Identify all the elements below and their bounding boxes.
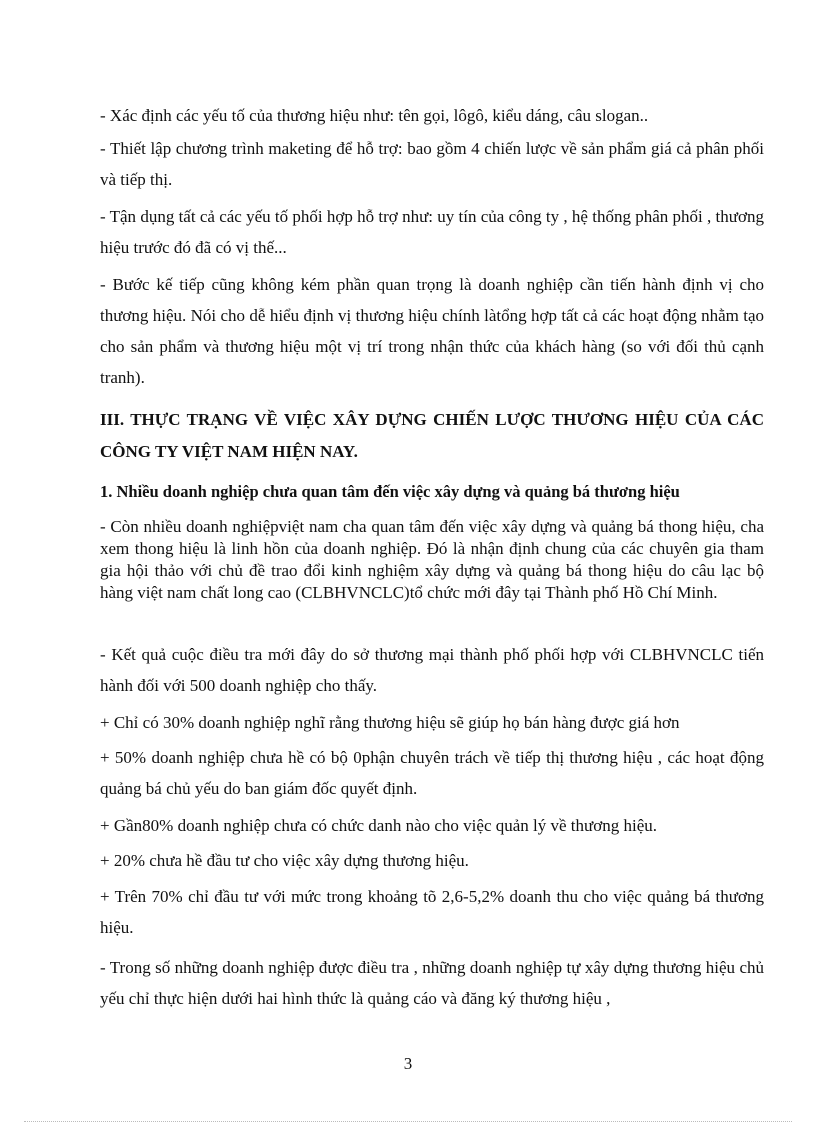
list-item-30-percent: + Chỉ có 30% doanh nghiệp nghĩ rằng thương hiệu sẽ giúp họ bán hàng được giá hơn xyxy=(100,713,680,732)
list-item-80-percent: + Gần80% doanh nghiệp chưa có chức danh nào cho việc quản lý về thương hiệu. xyxy=(100,816,657,835)
list-item-70-percent: + Trên 70% chỉ đầu tư với mức trong khoảng tõ 2,6-5,2% doanh thu cho việc quảng bá thương hiệu. xyxy=(100,887,764,937)
paragraph-surveyed-enterprises: - Trong số những doanh nghiệp được điều tra , những doanh nghiệp tự xây dựng thương hiệu chủ yếu chỉ thực hiện dưới hai hình thức là quảng cáo và đăng ký thương hiệu , xyxy=(100,958,764,1008)
paragraph-enterprises-neglect: - Còn nhiều doanh nghiệpviệt nam cha quan tâm đến việc xây dựng và quảng bá thong hiệu, cha xem thong hiệu là linh hồn của doanh nghiệp. Đó là nhận định chung của các chuyên gia tham gia hội thảo với chủ đề trao đổi kinh nghiệm xây dựng và quảng bá thong hiệu do câu lạc bộ hàng việt nam chất long cao (CLBHVNCLC)tổ chức mới đây tại Thành phố Hồ Chí Minh. xyxy=(100,517,764,602)
paragraph-marketing-program: - Thiết lập chương trình maketing để hỗ trợ: bao gồm 4 chiến lược về sản phẩm giá cả phân phối và tiếp thị. xyxy=(100,139,764,189)
paragraph-brand-positioning: - Bước kế tiếp cũng không kém phần quan trọng là doanh nghiệp cần tiến hành định vị cho thương hiệu. Nói cho dễ hiểu định vị thương hiệu chính làtổng hợp tất cả các hoạt động nhằm tạo cho sản phẩm và thương hiệu một vị trí trong nhận thức của khách hàng (so với đối thủ cạnh tranh). xyxy=(100,275,764,387)
list-item-20-percent: + 20% chưa hề đầu tư cho việc xây dựng thương hiệu. xyxy=(100,851,469,870)
page-bottom-divider xyxy=(24,1121,792,1122)
list-item-50-percent: + 50% doanh nghiệp chưa hề có bộ 0phận chuyên trách về tiếp thị thương hiệu , các hoạt động quảng bá chủ yếu do ban giám đốc quyết định. xyxy=(100,748,764,798)
paragraph-leverage-factors: - Tận dụng tất cả các yếu tố phối hợp hỗ trợ như: uy tín của công ty , hệ thống phân phối , thương hiệu trước đó đã có vị thế... xyxy=(100,207,764,257)
subheading: 1. Nhiều doanh nghiệp chưa quan tâm đến việc xây dựng và quảng bá thương hiệu xyxy=(100,482,680,501)
page-number: 3 xyxy=(403,1054,413,1073)
paragraph-survey-results: - Kết quả cuộc điều tra mới đây do sở thương mại thành phố phối hợp với CLBHVNCLC tiến hành đối với 500 doanh nghiệp cho thấy. xyxy=(100,645,764,695)
paragraph-brand-elements: - Xác định các yếu tố của thương hiệu như: tên gọi, lôgô, kiểu dáng, câu slogan.. xyxy=(100,106,649,125)
section-heading: III. THỰC TRẠNG VỀ VIỆC XÂY DỰNG CHIẾN LƯỢC THƯƠNG HIỆU CỦA CÁC CÔNG TY VIỆT NAM HIỆN NAY. xyxy=(100,410,764,461)
